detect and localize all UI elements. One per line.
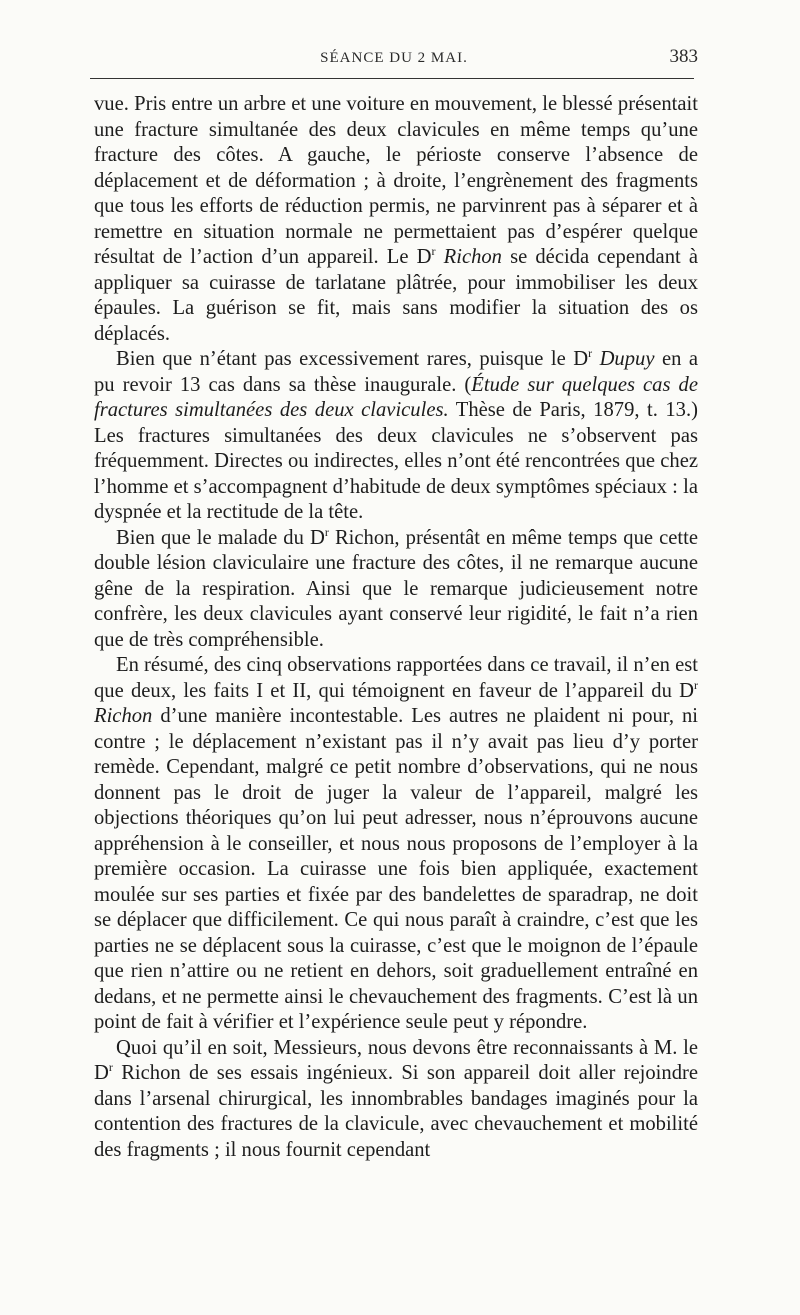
italic-text: Dupuy	[599, 348, 655, 370]
superscript: r	[324, 524, 329, 539]
text-run: vue. Pris entre un arbre et une voiture en mouvement, le blessé présentait une fracture simultanée des deux clavicules en même temps qu’une fracture des côtes. A gauche, le périoste conserve l’absence de déplacement et de déformation ; à droite, l’engrènement des fragments que tous les efforts de réduction permis, ne parvinrent pas à séparer et à remettre en situation normale ne permettaient pas d’espérer quelque résultat de l’action d’un appareil. Le D	[94, 93, 698, 268]
superscript: r	[694, 677, 698, 692]
paragraph	[94, 526, 698, 654]
italic-text: Richon	[94, 705, 153, 727]
page-number: 383	[669, 46, 698, 67]
text-run: se décida cependant à appliquer sa cuirasse de tarlatane plâtrée, pour immobiliser les deux épaules. La guérison se fit, mais sans modifier la situation des os déplacés.	[94, 246, 698, 345]
superscript: r	[431, 244, 436, 259]
text-run: en a pu revoir 13 cas dans sa thèse inaugurale. (	[94, 348, 698, 396]
text-run: Richon, présentât en même temps que cette double lésion claviculaire une fracture des côtes, il ne remarque aucune gêne de la respiration. Ainsi que le remarque judicieusement notre confrère, les deux clavicules ayant conservé leur rigidité, le fait n’a rien que de très compréhensible.	[94, 526, 698, 651]
text-run: Bien que le malade du D	[116, 526, 325, 549]
text-run: Bien que n’étant pas excessivement rares, puisque le D	[116, 348, 589, 370]
italic-text: Richon	[443, 246, 502, 268]
paragraph	[94, 653, 698, 1036]
text-run: En résumé, des cinq observations rapportées dans ce travail, il n’en est que deux, les faits I et II, qui témoignent en faveur de l’appareil du D	[94, 654, 698, 702]
text-run: d’une manière incontestable. Les autres ne plaident ni pour, ni contre ; le déplacement n’existant pas il n’y avait pas lieu d’y porter remède. Cependant, malgré ce petit nombre d’observations, qui ne nous donnent pas le droit de juger la valeur de l’appareil, malgré les objections théoriques qu’on lui peut adresser, nous n’éprouvons aucune appréhension à le conseiller, et nous nous proposons de l’employer à la première occasion. La cuirasse une fois bien appliquée, exactement moulée sur ses parties et fixée par des bandelettes de sparadrap, ne doit se déplacer que difficilement. Ce qui nous paraît à craindre, c’est que les parties ne se déplacent sous la cuirasse, c’est que le moignon de l’épaule que rien n’attire ou ne retient en dehors, soit graduellement entraîné en dedans, et ne permette ainsi le chevauchement des fragments. C’est là un point de fait à vérifier et l’expérience seule peut y répondre.	[94, 705, 698, 1033]
paragraph	[94, 92, 698, 347]
text-run: Richon de ses essais ingénieux. Si son appareil doit aller rejoindre dans l’arsenal chirurgical, les innombrables bandages imaginés pour la contention des fractures de la clavicule, avec chevauchement et mobilité des fragments ; il nous fournit cependant	[94, 1062, 698, 1161]
text-run: Thèse de Paris, 1879, t. 13.) Les fractures simultanées des deux clavicules ne s’observent pas fréquemment. Directes ou indirectes, elles n’ont été rencontrées que chez l’homme et s’accompagnent d’habitude de deux symptômes spéciaux : la dyspnée et la rectitude de la tête.	[94, 399, 698, 523]
text-run: Quoi qu’il en soit, Messieurs, nous devons être reconnaissants à M. le D	[94, 1036, 698, 1084]
text-run	[592, 348, 599, 370]
body-text	[94, 92, 698, 1163]
running-title: SÉANCE DU 2 MAI.	[320, 50, 468, 66]
superscript: r	[108, 1060, 113, 1075]
text-run	[436, 246, 444, 268]
paragraph	[94, 1036, 698, 1164]
superscript: r	[588, 346, 593, 361]
paragraph	[94, 347, 698, 526]
italic-text: Étude sur quelques cas de fractures simultanées des deux clavicules.	[94, 373, 698, 421]
page-header	[90, 44, 698, 74]
header-rule	[90, 78, 694, 79]
